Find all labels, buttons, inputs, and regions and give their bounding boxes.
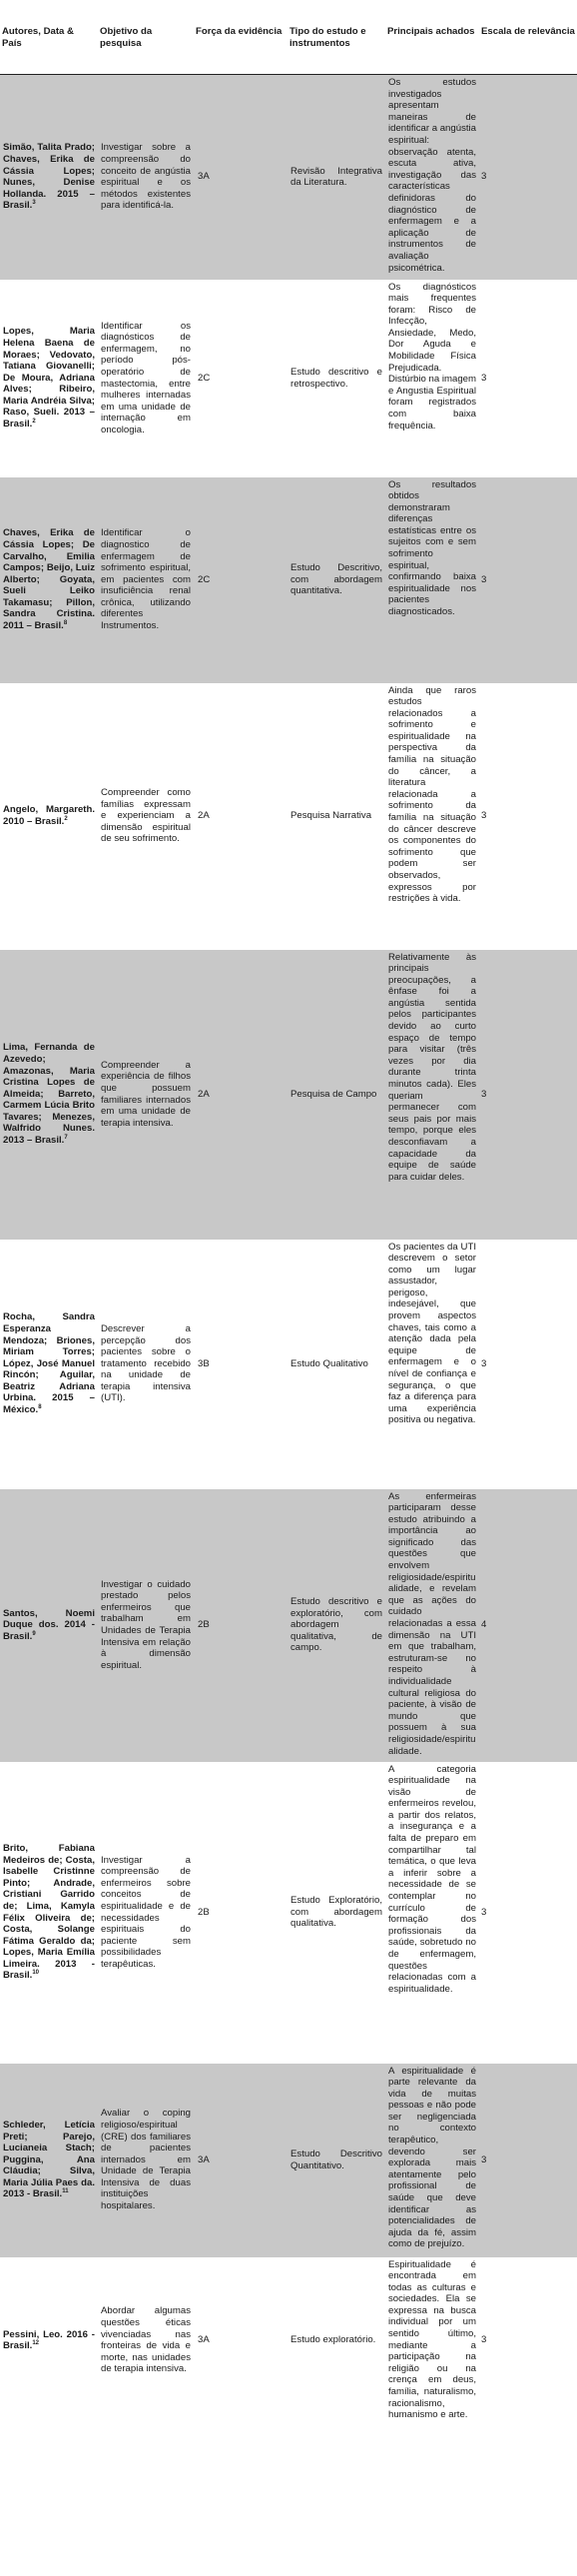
header-level: Força da evidência <box>194 0 288 75</box>
study-cell: Estudo Descritivo, com abordagem quantitativa. <box>288 477 385 683</box>
ref-number: 3 <box>32 200 36 207</box>
results-cell: Relativamente às principais preocupações, a ênfase foi a angústia sentida pelos participantes devido ao curto espaço de tempo para visitar (três vezes por dia durante trinta minutos cada). Eles queriam permanecer com seus pais por mais tempo, porque eles desconfiavam a capacidade da equipe de saúde para cuidar deles. <box>385 950 479 1240</box>
author-text: Pessini, Leo. 2016 - Brasil. <box>3 2328 95 2352</box>
table-header-row <box>0 0 577 75</box>
study-cell: Pesquisa de Campo <box>288 950 385 1240</box>
study-cell: Estudo descritivo e exploratório, com abordagem qualitativa, de campo. <box>288 1489 385 1762</box>
table-row <box>0 75 577 280</box>
objective-cell: Descrever a percepção dos pacientes sobre o tratamento recebido na unidade de terapia intensiva (UTI). <box>101 1322 191 1404</box>
level-cell: 3A <box>194 2064 288 2257</box>
scale-cell: 3 <box>479 477 577 683</box>
scale-cell: 3 <box>479 2064 577 2257</box>
scale-cell: 4 <box>479 1489 577 1762</box>
author-cell <box>0 683 98 950</box>
ref-number: 9 <box>32 1630 36 1637</box>
author-text: Santos, Noemi Duque dos. 2014 - Brasil. <box>3 1607 95 1642</box>
author-cell <box>0 1762 98 2064</box>
objective-cell: Identificar os diagnósticos de enfermagem, no período pós-operatório de mastectomia, entre mulheres internadas em uma unidade de internação em oncologia. <box>101 320 191 435</box>
scale-cell: 3 <box>481 1906 487 1918</box>
study-cell: Estudo descritivo e retrospectivo. <box>290 366 382 390</box>
table-row <box>0 950 577 1240</box>
table-row <box>0 1240 577 1489</box>
author-text: Rocha, Sandra Esperanza Mendoza; Briones, Miriam Torres; López, José Manuel Rincón; Aguilar, Beatriz Adriana Urbina. 2015 – México. <box>3 1311 95 1416</box>
objective-cell: Investigar o cuidado prestado pelos enfermeiros que trabalham em Unidades de Terapia Intensiva em relação à dimensão espiritual. <box>98 1489 194 1762</box>
header-study: Tipo do estudo e instrumentos <box>288 0 385 75</box>
author-cell <box>0 75 98 280</box>
author-text: Simão, Talita Prado; Chaves, Erika de Cássia Lopes; Nunes, Denise Hollanda. 2015 – Brasil. <box>3 142 95 212</box>
author-text: Brito, Fabiana Medeiros de; Costa, Isabelle Cristinne Pinto; Andrade, Cristiani Garrido de; Lima, Kamyla Félix Oliveira de; Costa, Solange Fátima Geraldo da; Lopes, Maria Emília Limeira. 2013 - Brasil. <box>3 1842 95 1982</box>
header-objective: Objetivo da pesquisa <box>98 0 194 75</box>
results-cell: Os pacientes da UTI descrevem o setor como um lugar assustador, perigoso, indesejável, que provem aspectos chaves, tais como a atenção dada pela equipe de enfermagem e o nível de confiança e segurança, o que faz a diferença para uma experiência positiva ou negativa. <box>388 1241 476 1426</box>
study-cell: Estudo Descritivo Quantitativo. <box>288 2064 385 2257</box>
author-cell <box>0 2064 98 2257</box>
level-cell: 2A <box>198 810 210 822</box>
ref-number: 10 <box>32 1970 40 1977</box>
ref-number: 2 <box>64 815 68 822</box>
objective-cell: Compreender como famílias expressam e experienciam a dimensão espiritual de seu sofrimento. <box>101 787 191 845</box>
author-cell <box>0 950 98 1240</box>
ref-number: 2 <box>32 418 36 425</box>
ref-number: 8 <box>63 619 68 626</box>
scale-cell: 3 <box>481 2334 487 2346</box>
author-text: Lima, Fernanda de Azevedo; Amazonas, Maria Cristina Lopes de Almeida; Barreto, Carmem Lúcia Brito Tavares; Menezes, Walfrido Nunes. 2013 – Brasil. <box>3 1042 95 1147</box>
author-text: Chaves, Erika de Cássia Lopes; De Carvalho, Emilia Campos; Beijo, Luiz Alberto; Goyata, Sueli Leiko Takamasu; Pillon, Sandra Cristina. 2011 – Brasil. <box>3 527 95 632</box>
results-cell: A espiritualidade é parte relevante da vida de muitas pessoas e não pode ser negligenciada no contexto terapêutico, devendo ser explorada mais atentamente pelo profissional de saúde que deve identificar as potencialidades de ajuda da fé, assim como de prejuízo. <box>385 2064 479 2257</box>
table-row <box>0 1489 577 1762</box>
header-author: Autores, Data & País <box>0 0 98 75</box>
author-cell <box>0 1240 98 1489</box>
table-row <box>0 2257 577 2424</box>
objective-cell: Compreender a experiência de filhos que possuem familiares internados em uma unidade de terapia intensiva. <box>98 950 194 1240</box>
author-text: Schleder, Letícia Preti; Parejo, Lucianeia Stach; Puggina, Ana Cláudia; Silva, Maria Júlia Paes da. 2013 - Brasil. <box>3 2119 95 2200</box>
header-results: Principais achados <box>385 0 479 75</box>
author-cell <box>0 477 98 683</box>
results-cell: Os diagnósticos mais frequentes foram: Risco de Infecção, Ansiedade, Medo, Dor Aguda e Mobilidade Física Prejudicada. Distúrbio na imagem e Angustia Espiritual foram registrados com baixa frequência. <box>388 281 476 431</box>
table-row <box>0 280 577 477</box>
scale-cell: 3 <box>481 810 487 822</box>
level-cell: 3A <box>194 75 288 280</box>
level-cell: 2C <box>194 477 288 683</box>
objective-cell: Abordar algumas questões éticas vivenciadas nas fronteiras de vida e morte, nas unidades de terapia intensiva. <box>101 2305 191 2375</box>
study-cell: Estudo Exploratório, com abordagem qualitativa. <box>290 1895 382 1930</box>
author-text: Angelo, Margareth. 2010 – Brasil. <box>3 804 95 827</box>
header-scale: Escala de relevância <box>479 0 577 75</box>
results-cell: As enfermeiras participaram desse estudo atribuindo a importância ao significado das questões que envolvem religiosidade/espiritualidade, e revelam que as ações do cuidado relacionadas a essa dimensão na UTI em que trabalham, estruturam-se no respeito à individualidade cultural religiosa do paciente, à visão de mundo que possuem à sua religiosidade/espiritualidade. <box>385 1489 479 1762</box>
results-cell: A categoria espiritualidade na visão de enfermeiros revelou, a partir dos relatos, a insegurança e a falta de preparo em compartilhar tal temática, o que leva a inferir sobre a necessidade de se contemplar no currículo de formação dos profissionais da saúde, sobretudo no de enfermagem, questões relacionadas com a espiritualidade. <box>388 1763 476 1995</box>
table-row <box>0 477 577 683</box>
table-row <box>0 2064 577 2257</box>
study-cell: Estudo exploratório. <box>290 2334 376 2346</box>
ref-number: 12 <box>32 2339 40 2346</box>
study-cell: Revisão Integrativa da Literatura. <box>288 75 385 280</box>
table-row <box>0 683 577 950</box>
objective-cell: Investigar a compreensão de enfermeiros sobre conceitos de espiritualidade e de necessidades espirituais do paciente sem possibilidades terapêuticas. <box>101 1854 191 1970</box>
level-cell: 2C <box>198 372 211 384</box>
level-cell: 2B <box>194 1489 288 1762</box>
author-cell <box>0 280 98 477</box>
scale-cell: 3 <box>481 1357 487 1369</box>
author-cell <box>0 1489 98 1762</box>
author-text: Lopes, Maria Helena Baena de Moraes; Vedovato, Tatiana Giovanelli; De Moura, Adriana Alves; Ribeiro, Maria Andréia Silva; Raso, Sueli. 2013 – Brasil. <box>3 326 95 430</box>
ref-number: 11 <box>62 2188 69 2195</box>
results-cell: Espiritualidade é encontrada em todas as culturas e sociedades. Ela se expressa na busca individual por um sentido último, mediante a participação na religião ou na crença em deus, família, naturalismo, racionalismo, humanismo e arte. <box>388 2258 476 2421</box>
level-cell: 2B <box>198 1906 210 1918</box>
scale-cell: 3 <box>479 950 577 1240</box>
level-cell: 3A <box>198 2334 210 2346</box>
results-cell: Ainda que raros estudos relacionados a sofrimento e espiritualidade na perspectiva da família na situação do câncer, a literatura relacionada a sofrimento da família na situação do câncer descreve os componentes do sofrimento que podem ser observados, expressos por restrições à vida. <box>388 684 476 905</box>
level-cell: 2A <box>194 950 288 1240</box>
table-row <box>0 1762 577 2064</box>
objective-cell: Avaliar o coping religioso/espiritual (CRE) dos familiares de pacientes internados em Unidade de Terapia Intensiva de duas instituições hospitalares. <box>98 2064 194 2257</box>
objective-cell: Identificar o diagnostico de enfermagem de sofrimento espiritual, em pacientes com insuficiência renal crônica, utilizando diferentes Instrumentos. <box>98 477 194 683</box>
author-cell <box>0 2257 98 2424</box>
study-cell: Pesquisa Narrativa <box>290 810 372 822</box>
ref-number: 7 <box>64 1134 68 1141</box>
results-cell: Os estudos investigados apresentam maneiras de identificar a angústia espiritual: observação atenta, escuta ativa, investigação das características definidoras do diagnóstico de enfermagem e a aplicação de instrumentos de avaliação psicométrica. <box>385 75 479 280</box>
objective-cell: Investigar sobre a compreensão do conceito de angústia espiritual e os métodos existentes para identificá-la. <box>98 75 194 280</box>
scale-cell: 3 <box>479 75 577 280</box>
results-cell: Os resultados obtidos demonstraram diferenças estatísticas entre os sujeitos com e sem sofrimento espiritual, confirmando baixa espiritualidade nos pacientes diagnosticados. <box>385 477 479 683</box>
level-cell: 3B <box>198 1357 210 1369</box>
scale-cell: 3 <box>481 372 487 384</box>
study-cell: Estudo Qualitativo <box>290 1357 368 1369</box>
ref-number: 8 <box>38 1403 42 1410</box>
